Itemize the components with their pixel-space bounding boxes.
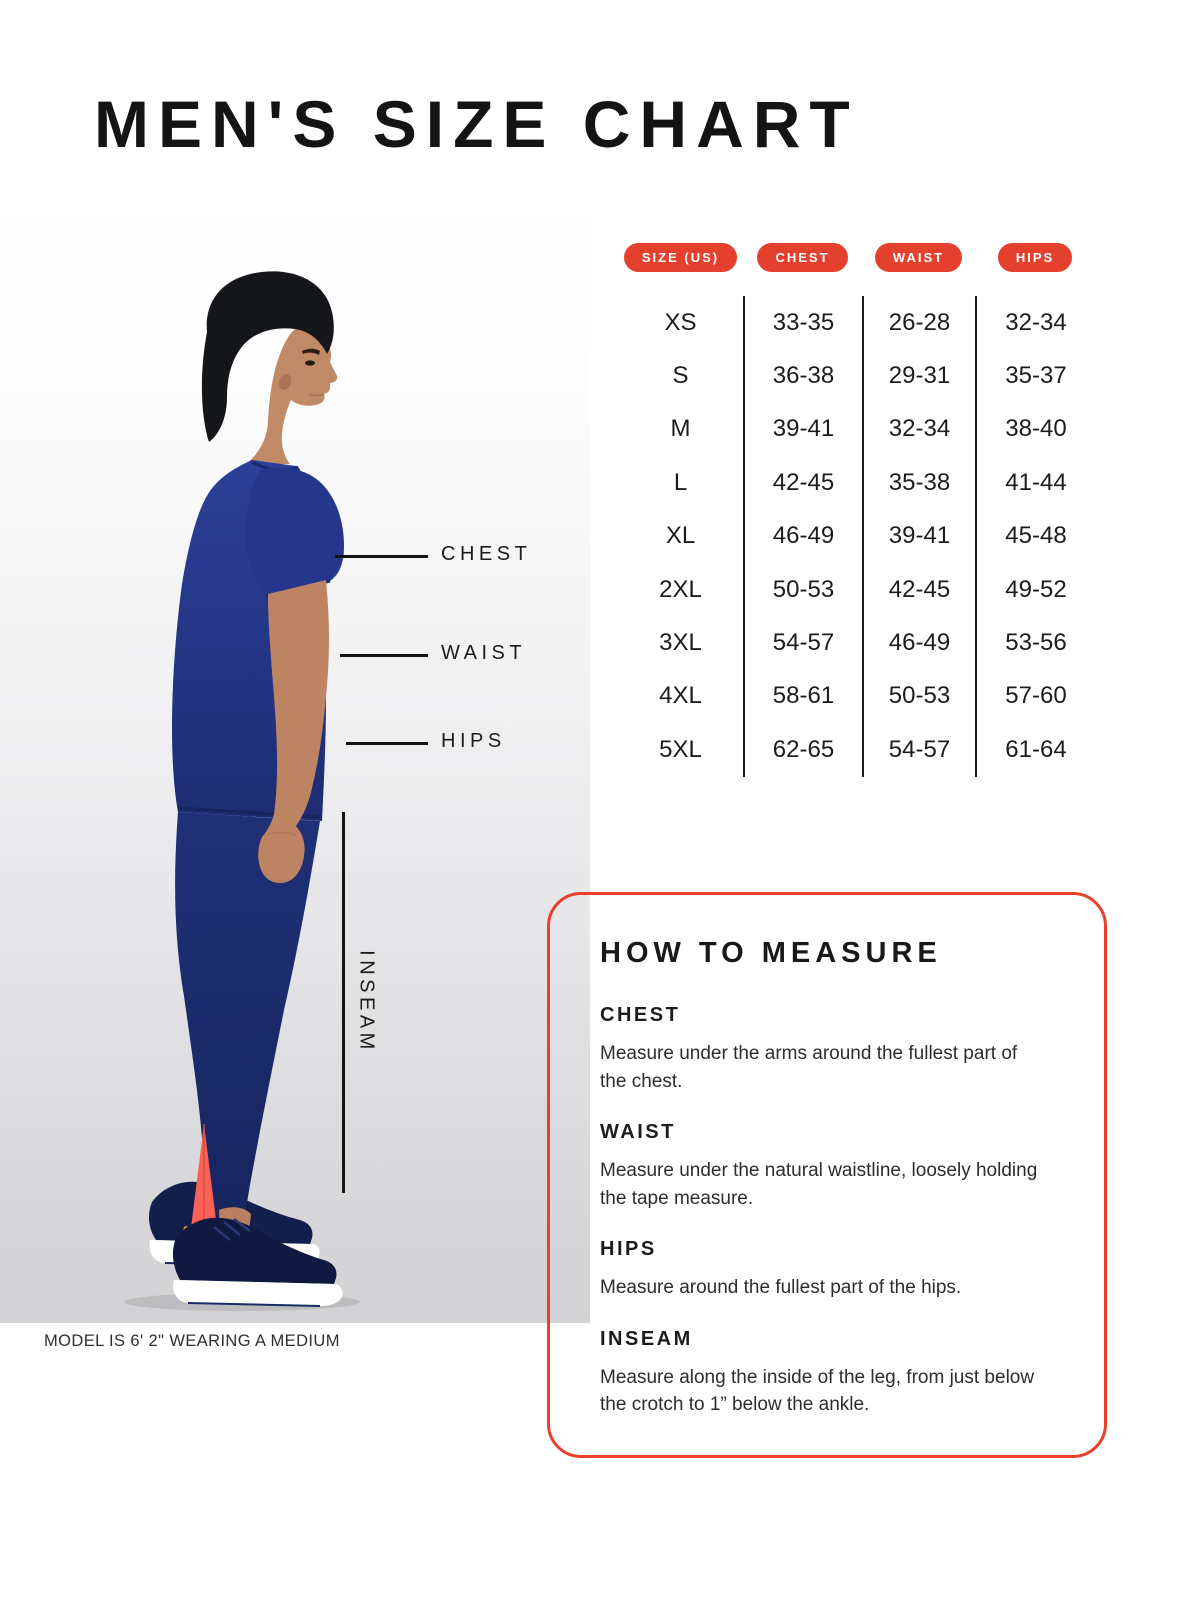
- measurement-cell: 32-34: [862, 403, 975, 456]
- eye: [305, 360, 315, 365]
- column-header-pill: WAIST: [875, 243, 962, 272]
- size-table-header-row: [618, 243, 1095, 272]
- measurement-cell: 49-52: [975, 563, 1095, 616]
- inseam-figure-label: INSEAM: [355, 950, 378, 1054]
- measurement-cell: 62-65: [743, 723, 862, 776]
- face: [246, 328, 337, 464]
- header-cell: [975, 243, 1095, 272]
- measurement-cell: 41-44: [975, 456, 1095, 509]
- size-cell: 2XL: [659, 575, 702, 603]
- measure-section-body: Measure around the fullest part of the hips.: [600, 1277, 962, 1299]
- size-cell: 4XL: [659, 682, 702, 710]
- measurement-cell: 33-35: [743, 296, 862, 349]
- measurement-cell: 50-53: [862, 670, 975, 723]
- measurement-cell: 58-61: [743, 670, 862, 723]
- measurement-cell: 53-56: [975, 616, 1095, 669]
- measurement-cell: 54-57: [862, 723, 975, 776]
- measure-section-body: Measure along the inside of the leg, from just below the crotch to 1” below the ankle.: [600, 1366, 1035, 1416]
- how-to-measure-box: [547, 892, 1107, 1458]
- page-title: MEN'S SIZE CHART: [94, 87, 859, 161]
- size-cell: S: [672, 362, 689, 390]
- size-cell: L: [673, 468, 688, 496]
- column-header-pill: SIZE (US): [624, 243, 737, 272]
- hips-figure-label: HIPS: [441, 730, 506, 752]
- size-cell: M: [670, 415, 691, 443]
- measure-section-body: Measure under the arms around the fullest part of the chest.: [600, 1043, 1018, 1092]
- header-cell: [743, 243, 862, 272]
- measurement-cell: 46-49: [862, 616, 975, 669]
- column-header-pill: CHEST: [757, 243, 847, 272]
- measurement-cell: 39-41: [743, 403, 862, 456]
- chest-figure-label: CHEST: [441, 543, 532, 565]
- measurement-cell: 32-34: [975, 296, 1095, 349]
- measure-section-heading: HIPS: [600, 1238, 657, 1261]
- size-cell: XL: [665, 522, 696, 550]
- front-sneaker: [173, 1218, 343, 1306]
- measure-section-heading: CHEST: [600, 1004, 681, 1026]
- measurement-cell: 61-64: [975, 723, 1095, 776]
- size-cell: XS: [664, 308, 697, 336]
- measurement-cell: 50-53: [743, 563, 862, 616]
- measure-sections: [600, 1004, 1054, 1419]
- column-header-pill: HIPS: [998, 243, 1072, 272]
- size-table-body: [618, 296, 1095, 777]
- header-cell: [618, 243, 743, 272]
- waist-pointer-line: [340, 654, 428, 657]
- measurement-cell: 39-41: [862, 510, 975, 563]
- measurement-cell: 45-48: [975, 510, 1095, 563]
- measure-section-heading: INSEAM: [600, 1327, 693, 1350]
- measurement-cell: 54-57: [743, 616, 862, 669]
- measurement-cell: 26-28: [862, 296, 975, 349]
- size-cell: 5XL: [659, 735, 702, 763]
- inseam-pointer-line: [342, 812, 345, 1193]
- scrub-pants: [175, 812, 320, 1232]
- measurement-cell: 38-40: [975, 403, 1095, 456]
- header-cell: [862, 243, 975, 272]
- waist-figure-label: WAIST: [441, 642, 527, 664]
- size-cell: 3XL: [659, 629, 702, 657]
- measure-section-body: Measure under the natural waistline, loosely holding the tape measure.: [600, 1160, 1038, 1209]
- chest-pointer-line: [335, 555, 428, 558]
- how-to-measure-title: HOW TO MEASURE: [600, 937, 942, 969]
- measurement-cell: 29-31: [862, 349, 975, 402]
- measurement-cell: 42-45: [862, 563, 975, 616]
- measure-section-heading: WAIST: [600, 1121, 676, 1144]
- model-caption: MODEL IS 6' 2" WEARING A MEDIUM: [44, 1332, 340, 1350]
- hips-pointer-line: [346, 742, 428, 745]
- measurement-cell: 35-37: [975, 349, 1095, 402]
- measurement-cell: 35-38: [862, 456, 975, 509]
- measurement-cell: 36-38: [743, 349, 862, 402]
- measurement-cell: 42-45: [743, 456, 862, 509]
- sleeve: [246, 468, 344, 596]
- measurement-cell: 46-49: [743, 510, 862, 563]
- measurement-cell: 57-60: [975, 670, 1095, 723]
